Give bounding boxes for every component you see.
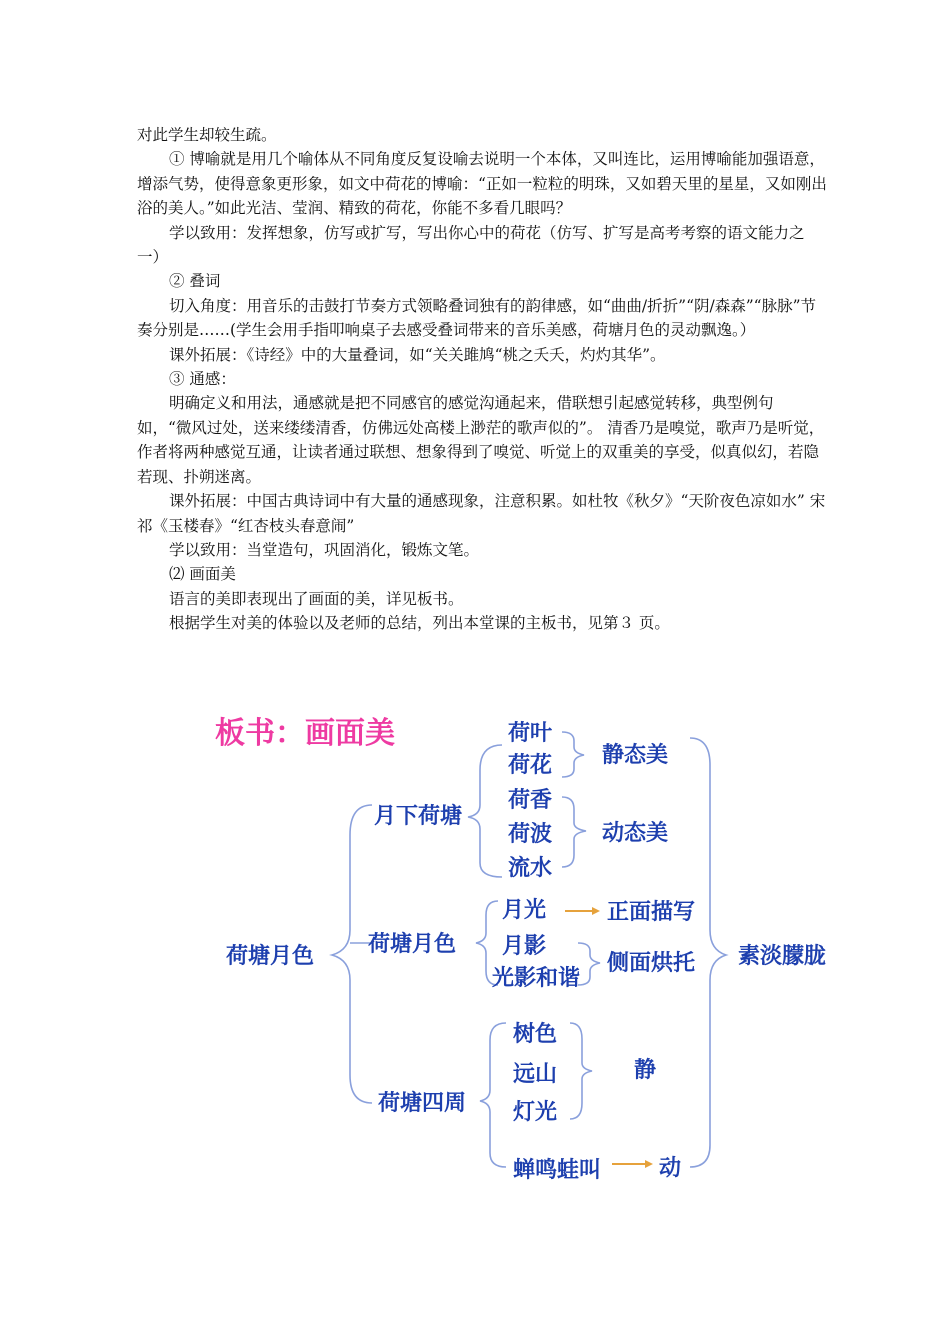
direct-description: 正面描写 — [607, 900, 696, 925]
root-brace — [332, 805, 372, 1103]
moon-shadow: 月影 — [502, 934, 547, 959]
paragraph: ① 博喻就是用几个喻体从不同角度反复设喻去说明一个本体，又叫连比，运用博喻能加强语意，增添气势，使得意象更形象，如文中荷花的博喻：“正如一粒粒的明珠，又如碧天里的星星，又如刚出浴的美人。”如此光洁、莹润、精致的荷花，你能不多看几眼吗？ — [137, 150, 827, 218]
distant-mountain: 远山 — [513, 1062, 558, 1087]
paragraph: ⑵ 画面美 — [169, 565, 236, 584]
lotus-wave: 荷波 — [508, 822, 553, 847]
paragraph: 学以致用：当堂造句，巩固消化，锻炼文笔。 — [169, 540, 480, 559]
conclusion-brace — [690, 738, 726, 1167]
flowing-water: 流水 — [508, 856, 553, 881]
branch-moonlight: 荷塘月色 — [368, 932, 457, 957]
paragraph: ③ 通感： — [169, 370, 236, 389]
paragraph: 切入角度：用音乐的击鼓打节奏方式领略叠词独有的韵律感，如“曲曲/折折”“阴/森森”“脉脉”节奏分别是……(学生会用手指叩响桌子去感受叠词带来的音乐美感，荷塘月色的灵动飘逸。） — [137, 296, 816, 340]
lotus-leaf: 荷叶 — [508, 721, 553, 746]
board-title: 板书：画面美 — [215, 716, 395, 751]
side-brace — [578, 943, 600, 985]
light-shadow-harmony: 光影和谐 — [492, 966, 581, 991]
side-contrast: 侧面烘托 — [607, 951, 696, 976]
blackboard-diagram — [210, 705, 850, 1195]
board-svg — [210, 705, 850, 1195]
paragraph: 课外拓展：《诗经》中的大量叠词，如“关关雎鸠“桃之夭夭，灼灼其华”。 — [169, 345, 666, 364]
arrow-direct-head — [592, 907, 600, 915]
cicada-frog: 蝉鸣蛙叫 — [513, 1158, 602, 1183]
paragraph: 明确定义和用法，通感就是把不同感官的感觉沟通起来，借联想引起感觉转移，典型例句如，“微风过处，送来缕缕清香，仿佛远处高楼上渺茫的歌声似的”。 清香乃是嗅觉，歌声乃是听觉，作者将两种感觉互通，让读者通过联想、想象得到了嗅觉、听觉上的双重美的享受，似真似幻，若隐若现、扑朔迷离。 — [137, 394, 825, 486]
paragraph: 语言的美即表现出了画面的美，详见板书。 — [169, 589, 464, 608]
static-brace — [562, 732, 584, 777]
root-node: 荷塘月色 — [226, 944, 315, 969]
body-text — [137, 123, 827, 636]
paragraph: 根据学生对美的体验以及老师的总结，列出本堂课的主板书，见第３ 页。 — [169, 614, 670, 633]
branch-surroundings: 荷塘四周 — [378, 1091, 467, 1116]
dynamic-beauty: 动态美 — [602, 821, 669, 846]
arrow-moving-head — [645, 1160, 653, 1168]
tree-color: 树色 — [513, 1022, 558, 1047]
paragraph: 学以致用：发挥想象，仿写或扩写，写出你心中的荷花（仿写、扩写是高考考察的语文能力之一） — [137, 223, 805, 267]
surroundings-brace — [480, 1023, 506, 1167]
moon-pond-brace — [468, 745, 502, 877]
moving: 动 — [659, 1156, 682, 1181]
dynamic-brace — [562, 797, 586, 867]
lotus-flower: 荷花 — [508, 753, 553, 778]
still-brace — [570, 1023, 592, 1119]
lamp-light: 灯光 — [513, 1100, 558, 1125]
paragraph: 课外拓展：中国古典诗词中有大量的通感现象，注意积累。如杜牧《秋夕》“天阶夜色凉如水” 宋祁《玉楼春》“红杏枝头春意闹” — [137, 492, 826, 535]
paragraph: ② 叠词 — [169, 272, 221, 291]
lotus-fragrance: 荷香 — [508, 788, 553, 813]
conclusion: 素淡朦胧 — [738, 944, 827, 969]
still: 静 — [634, 1058, 657, 1083]
branch-moon-pond: 月下荷塘 — [374, 804, 463, 829]
paragraph: 对此学生却较生疏。 — [137, 126, 277, 144]
static-beauty: 静态美 — [602, 743, 669, 768]
moonlight: 月光 — [502, 898, 547, 923]
